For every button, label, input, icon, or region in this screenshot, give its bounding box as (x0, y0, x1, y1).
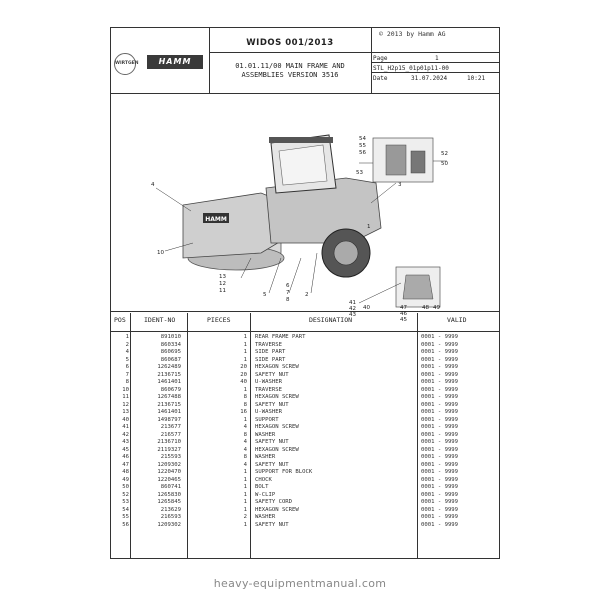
row-pos: 43 (122, 439, 129, 445)
row-valid: 0001 - 9999 (421, 394, 459, 400)
table-row (111, 469, 499, 477)
row-ident-no: 2119327 (157, 446, 181, 453)
row-designation: SAFETY NUT (255, 371, 289, 378)
row-ident-no: 860687 (160, 356, 181, 363)
wirtgen-group-logo: WIRTGEN (114, 53, 136, 75)
row-designation: HEXAGON SCREW (255, 446, 299, 453)
row-ident-no: 1209302 (157, 461, 181, 468)
row-valid: 0001 - 9999 (421, 521, 459, 528)
callout-13: 13 (219, 274, 226, 280)
logo-cell (111, 28, 210, 93)
row-pos: 49 (122, 476, 129, 483)
callout-12: 12 (219, 281, 226, 287)
table-row (111, 484, 499, 492)
callout-49: 49 (433, 305, 440, 311)
row-ident-no: 213677 (160, 424, 181, 430)
table-row (111, 447, 499, 455)
callout-43: 43 (349, 312, 356, 318)
row-designation: WASHER (255, 431, 276, 438)
row-ident-no: 2136715 (157, 371, 181, 378)
callout-46: 46 (400, 311, 407, 317)
row-pieces: 1 (243, 476, 247, 483)
callout-3: 3 (398, 182, 402, 188)
row-designation: HEXAGON SCREW (255, 506, 299, 513)
row-pieces: 2 (243, 514, 247, 520)
row-pos: 7 (125, 371, 129, 378)
row-valid: 0001 - 9999 (421, 431, 459, 438)
row-pieces: 16 (240, 409, 247, 415)
row-pos: 12 (122, 401, 129, 408)
callout-52: 52 (441, 151, 448, 157)
table-row (111, 507, 499, 515)
row-valid: 0001 - 9999 (421, 439, 459, 445)
table-row (111, 349, 499, 357)
row-pieces: 4 (243, 461, 247, 468)
assembly-title-line1: 01.01.11/00 MAIN FRAME AND (235, 62, 345, 70)
row-ident-no: 1209302 (157, 521, 181, 528)
callout-40: 40 (363, 305, 370, 311)
hamm-logo: HAMM (147, 55, 203, 69)
callout-48: 48 (422, 305, 429, 311)
callout-11: 11 (219, 288, 226, 294)
callout-6: 6 (286, 283, 290, 289)
row-pieces: 1 (243, 349, 247, 355)
row-designation: SUPPORT FOR BLOCK (255, 469, 313, 475)
table-row (111, 522, 499, 530)
row-pieces: 1 (243, 416, 247, 423)
callout-5: 5 (263, 292, 267, 298)
callout-2: 2 (305, 292, 309, 298)
row-pieces: 8 (243, 431, 247, 438)
model-title: WIDOS 001/2013 (246, 38, 334, 48)
row-valid: 0001 - 9999 (421, 341, 459, 348)
table-row (111, 424, 499, 432)
row-pos: 55 (122, 514, 129, 520)
callout-4: 4 (151, 182, 155, 188)
col-header-pos: POS (114, 316, 126, 324)
watermark-footer: heavy-equipmentmanual.com (213, 577, 387, 590)
row-designation: W-CLIP (255, 491, 276, 498)
row-valid: 0001 - 9999 (421, 484, 459, 490)
row-valid: 0001 - 9999 (421, 371, 459, 378)
row-designation: TRAVERSE (255, 386, 282, 393)
row-pieces: 1 (243, 499, 247, 505)
col-header-designation: DESIGNATION (309, 316, 353, 324)
parts-table (111, 313, 499, 558)
row-pos: 48 (122, 469, 129, 475)
row-ident-no: 215593 (160, 454, 181, 460)
row-ident-no: 216577 (160, 431, 181, 438)
row-valid: 0001 - 9999 (421, 469, 459, 475)
page-label: Page (373, 55, 388, 62)
row-pos: 45 (122, 446, 129, 453)
drawing-code: STL_H2p15_01p01p11-00 (373, 65, 449, 72)
table-row (111, 477, 499, 485)
row-pieces: 1 (243, 521, 247, 528)
meta-block (371, 52, 499, 93)
callout-7: 7 (286, 290, 290, 296)
row-valid: 0001 - 9999 (421, 364, 459, 370)
row-ident-no: 1267488 (157, 394, 181, 400)
callout-53: 53 (356, 170, 363, 176)
row-pieces: 20 (240, 371, 247, 378)
table-row (111, 402, 499, 410)
row-ident-no: 1265830 (157, 491, 181, 498)
callout-55: 55 (359, 143, 366, 149)
table-row (111, 409, 499, 417)
table-row (111, 432, 499, 440)
row-valid: 0001 - 9999 (421, 454, 459, 460)
row-pieces: 20 (240, 364, 247, 370)
row-designation: SAFETY NUT (255, 521, 289, 528)
row-designation: SIDE PART (255, 356, 286, 363)
row-pieces: 8 (243, 394, 247, 400)
row-ident-no: 860334 (160, 341, 181, 348)
row-pos: 4 (125, 349, 129, 355)
table-row (111, 334, 499, 342)
callout-8: 8 (286, 297, 290, 303)
row-pos: 8 (125, 379, 129, 385)
table-row (111, 462, 499, 470)
row-valid: 0001 - 9999 (421, 334, 459, 340)
table-row (111, 499, 499, 507)
row-ident-no: 1498797 (157, 416, 181, 423)
date-value: 31.07.2024 (411, 75, 448, 82)
row-pos: 1 (125, 334, 129, 340)
row-designation: WASHER (255, 454, 276, 460)
time-value: 10:21 (467, 75, 486, 82)
row-ident-no: 1265845 (157, 499, 181, 505)
table-row (111, 514, 499, 522)
row-pos: 42 (122, 431, 129, 438)
row-pos: 54 (122, 506, 129, 513)
table-row (111, 439, 499, 447)
row-ident-no: 1461401 (157, 409, 181, 415)
row-valid: 0001 - 9999 (421, 491, 459, 498)
row-ident-no: 1461401 (157, 379, 181, 385)
table-row (111, 342, 499, 350)
row-ident-no: 1262489 (157, 364, 181, 370)
row-designation: U-WASHER (255, 409, 282, 415)
row-valid: 0001 - 9999 (421, 379, 459, 385)
callout-50: 50 (441, 161, 448, 167)
title-cell (209, 28, 372, 93)
callout-1: 1 (367, 224, 371, 230)
row-pos: 13 (122, 409, 129, 415)
row-designation: U-WASHER (255, 379, 282, 385)
row-designation: REAR FRAME PART (255, 334, 306, 340)
row-pos: 2 (125, 341, 129, 348)
table-row (111, 454, 499, 462)
row-pos: 47 (122, 461, 129, 468)
row-pieces: 4 (243, 446, 247, 453)
row-designation: CHOCK (255, 476, 272, 483)
row-pieces: 1 (243, 356, 247, 363)
row-valid: 0001 - 9999 (421, 476, 459, 483)
row-valid: 0001 - 9999 (421, 349, 459, 355)
row-pieces: 1 (243, 484, 247, 490)
row-designation: SAFETY NUT (255, 461, 289, 468)
row-pieces: 1 (243, 334, 247, 340)
row-valid: 0001 - 9999 (421, 461, 459, 468)
row-pos: 5 (125, 356, 129, 363)
row-designation: TRAVERSE (255, 341, 282, 348)
row-valid: 0001 - 9999 (421, 401, 459, 408)
page-number: 1 (435, 55, 439, 62)
row-pieces: 1 (243, 491, 247, 498)
row-pos: 56 (122, 521, 129, 528)
col-header-valid: VALID (447, 316, 467, 324)
row-pieces: 4 (243, 439, 247, 445)
row-designation: HEXAGON SCREW (255, 424, 299, 430)
row-pos: 41 (122, 424, 129, 430)
parts-sheet (110, 27, 500, 559)
copyright-notice: © 2013 by Hamm AG (379, 30, 446, 38)
row-ident-no: 860741 (160, 484, 181, 490)
row-ident-no: 860695 (160, 349, 181, 355)
row-pieces: 1 (243, 506, 247, 513)
table-row (111, 372, 499, 380)
row-designation: SUPPORT (255, 416, 279, 423)
col-header-pieces: PIECES (207, 316, 231, 324)
callout-45: 45 (400, 317, 407, 323)
row-pos: 50 (122, 484, 129, 490)
row-designation: BOLT (255, 484, 269, 490)
row-pieces: 8 (243, 454, 247, 460)
row-valid: 0001 - 9999 (421, 416, 459, 423)
row-valid: 0001 - 9999 (421, 499, 459, 505)
row-designation: SAFETY CORD (255, 499, 293, 505)
callout-10: 10 (157, 250, 164, 256)
row-designation: HEXAGON SCREW (255, 394, 299, 400)
row-designation: SIDE PART (255, 349, 286, 355)
row-pieces: 40 (240, 379, 247, 385)
row-ident-no: 1220465 (157, 476, 181, 483)
parts-table-body (111, 334, 499, 529)
row-ident-no: 891010 (160, 334, 181, 340)
row-ident-no: 860679 (160, 386, 181, 393)
callout-42: 42 (349, 306, 356, 312)
row-ident-no: 1220470 (157, 469, 181, 475)
row-pieces: 1 (243, 469, 247, 475)
table-row (111, 379, 499, 387)
row-ident-no: 2136715 (157, 401, 181, 408)
callout-56: 56 (359, 150, 366, 156)
row-pos: 53 (122, 499, 129, 505)
row-pos: 10 (122, 386, 129, 393)
callout-41: 41 (349, 300, 356, 306)
table-row (111, 492, 499, 500)
table-row (111, 394, 499, 402)
row-pos: 52 (122, 491, 129, 498)
table-row (111, 387, 499, 395)
row-pieces: 8 (243, 401, 247, 408)
row-pieces: 1 (243, 341, 247, 348)
row-valid: 0001 - 9999 (421, 356, 459, 363)
row-pos: 11 (122, 394, 129, 400)
row-valid: 0001 - 9999 (421, 446, 459, 453)
callout-54: 54 (359, 136, 366, 142)
row-designation: WASHER (255, 514, 276, 520)
row-pieces: 1 (243, 386, 247, 393)
row-valid: 0001 - 9999 (421, 386, 459, 393)
row-designation: SAFETY NUT (255, 401, 289, 408)
date-label: Date (373, 75, 388, 82)
row-valid: 0001 - 9999 (421, 506, 459, 513)
row-ident-no: 2136710 (157, 439, 181, 445)
row-valid: 0001 - 9999 (421, 409, 459, 415)
col-header-ident: IDENT-NO (144, 316, 176, 324)
row-pieces: 4 (243, 424, 247, 430)
row-ident-no: 213629 (160, 506, 181, 513)
callout-47: 47 (400, 305, 407, 311)
row-designation: HEXAGON SCREW (255, 364, 299, 370)
row-ident-no: 216593 (160, 514, 181, 520)
row-pos: 40 (122, 416, 129, 423)
assembly-title-line2: ASSEMBLIES VERSION 3516 (241, 71, 339, 79)
row-valid: 0001 - 9999 (421, 424, 459, 430)
table-row (111, 364, 499, 372)
roller-badge: HAMM (205, 216, 227, 223)
row-valid: 0001 - 9999 (421, 514, 459, 520)
table-row (111, 357, 499, 365)
table-row (111, 417, 499, 425)
row-pos: 46 (122, 454, 129, 460)
row-pos: 6 (125, 364, 129, 370)
sheet-header (111, 28, 499, 94)
row-designation: SAFETY NUT (255, 439, 289, 445)
